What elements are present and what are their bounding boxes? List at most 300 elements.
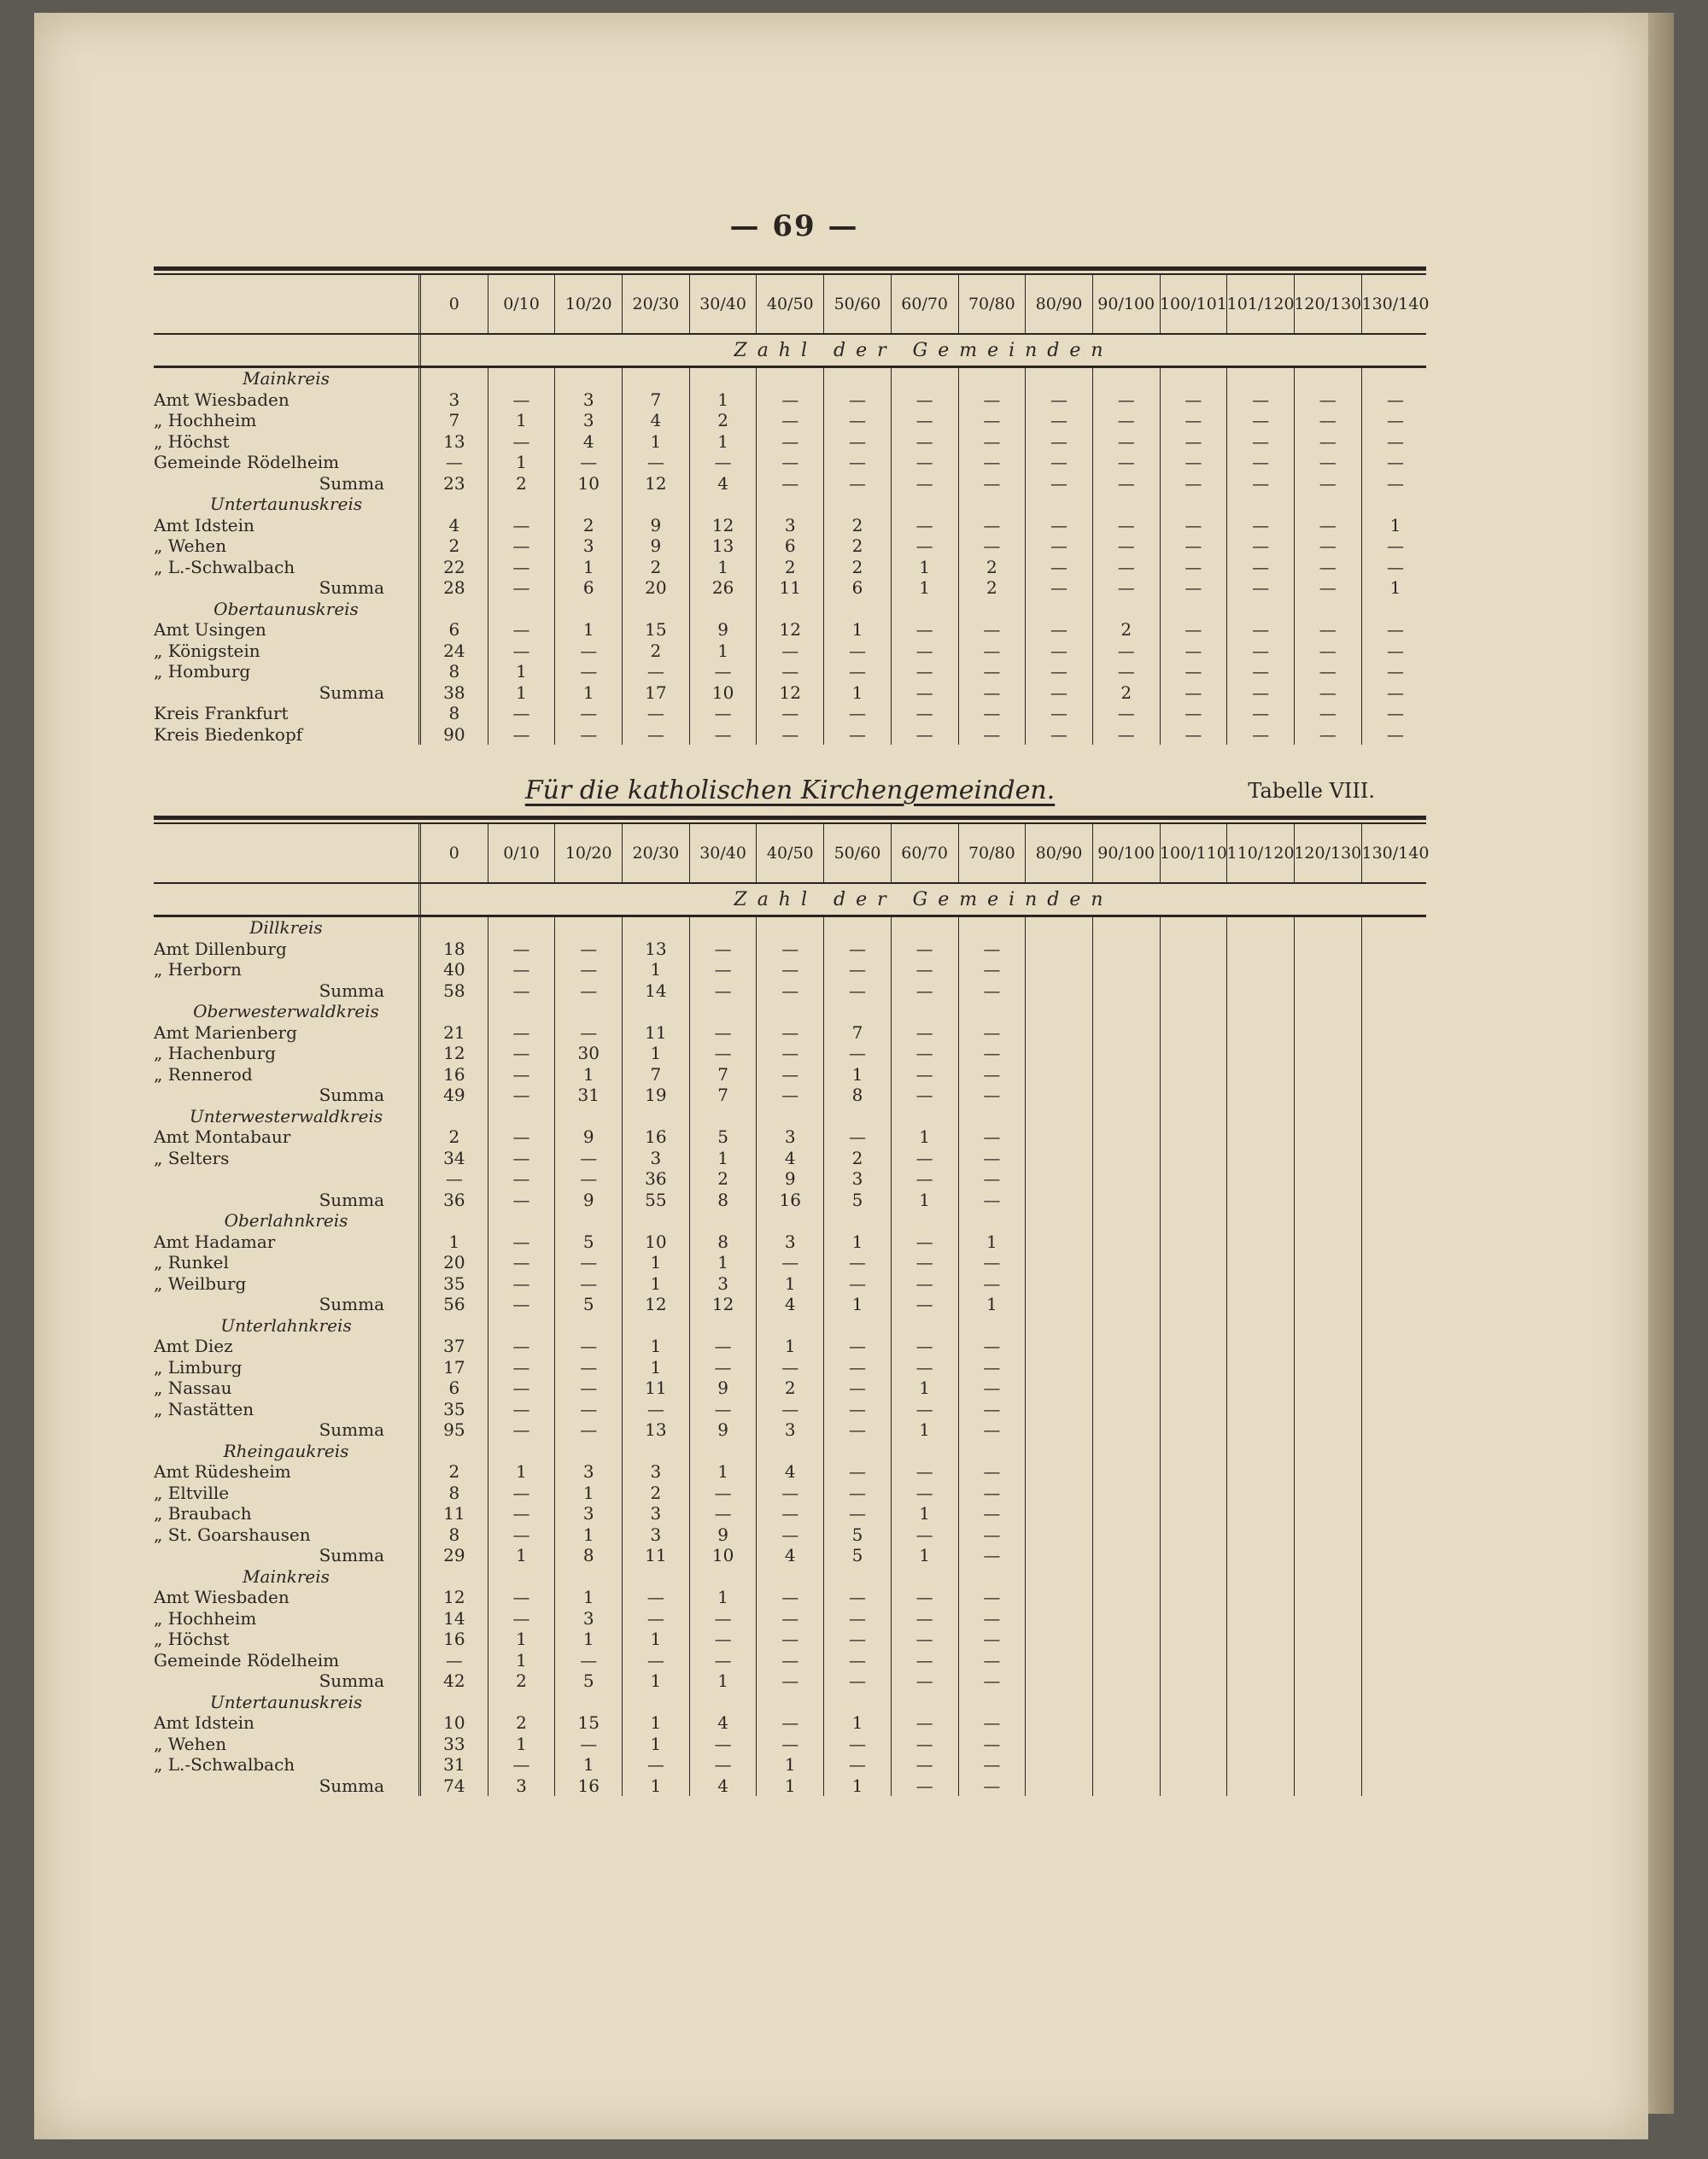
table-cell: 1: [717, 389, 728, 410]
table-cell: —: [983, 1545, 1001, 1565]
table-cell: 5: [717, 1126, 728, 1147]
table-cell: —: [445, 1649, 463, 1670]
table-cell: 3: [582, 1461, 594, 1482]
table-cell: 3: [650, 1503, 662, 1524]
table-cell: —: [983, 535, 1001, 556]
table-cell: —: [848, 980, 866, 1001]
table-cell: —: [915, 1021, 933, 1043]
table-cell: —: [915, 619, 933, 640]
table-cell: —: [1252, 535, 1270, 556]
table-cell: [1362, 939, 1430, 960]
table-cell: 34: [443, 1147, 465, 1168]
row-label: Summa: [319, 1545, 384, 1565]
table-cell: 1: [650, 1775, 662, 1796]
table-cell: 8: [582, 1545, 594, 1565]
table-cell: —: [580, 1336, 598, 1356]
table-cell: [555, 1692, 622, 1713]
table-cell: [1362, 1461, 1430, 1483]
column-header: 90/100: [1093, 824, 1161, 882]
table-cell: [1295, 599, 1361, 620]
table-cell: [1093, 959, 1160, 980]
table-cell: 2: [851, 535, 863, 556]
row-label: Dillkreis: [249, 917, 323, 938]
table-cell: 56: [443, 1294, 465, 1314]
table-cell: —: [848, 389, 866, 410]
column-header: 70/80: [959, 275, 1027, 333]
table-cell: —: [714, 1356, 732, 1378]
table-cell: —: [1184, 640, 1202, 661]
table-cell: [892, 1566, 958, 1588]
table-cell: 3: [650, 1461, 662, 1482]
table-cell: —: [1184, 661, 1202, 682]
table-cell: —: [1386, 661, 1404, 682]
table-cell: [1295, 1650, 1361, 1671]
table-cell: —: [1252, 682, 1270, 703]
table-cell: [1026, 1608, 1092, 1629]
table-cell: —: [983, 703, 1001, 723]
table-cell: —: [512, 703, 530, 723]
column-header: 100/110: [1161, 824, 1228, 882]
table-cell: [1026, 1483, 1092, 1504]
table-cell: —: [983, 1670, 1001, 1691]
table-cell: 11: [645, 1378, 667, 1398]
table-cell: [1295, 1001, 1361, 1022]
table-cell: [959, 368, 1026, 389]
table-cell: 2: [516, 1670, 527, 1691]
table-cell: [1026, 1441, 1092, 1462]
table-cell: —: [580, 1021, 598, 1043]
table-cell: 1: [516, 452, 527, 472]
table-cell: —: [512, 1147, 530, 1168]
column-header: 10/20: [555, 275, 623, 333]
table-cell: [1362, 1064, 1430, 1085]
table-cell: [1295, 1064, 1361, 1085]
table-cell: 2: [986, 577, 997, 598]
table-cell: [1295, 1148, 1361, 1169]
table-cell: [1295, 939, 1361, 960]
table-cell: 1: [582, 1629, 594, 1649]
subheader-label-cell: [154, 884, 421, 915]
table-cell: —: [848, 1629, 866, 1649]
table-cell: —: [1386, 682, 1404, 703]
table-cell: —: [1117, 723, 1135, 745]
table-cell: [1161, 1545, 1227, 1566]
row-label: Gemeinde Rödelheim: [154, 452, 340, 472]
table-cell: 4: [582, 430, 594, 452]
table-cell: [1227, 1001, 1294, 1022]
table-cell: [1093, 1190, 1160, 1211]
table-cell: [1362, 980, 1430, 1002]
table-cell: —: [848, 1273, 866, 1294]
row-label: Summa: [319, 1419, 384, 1440]
table-cell: 1: [582, 556, 594, 577]
table-cell: —: [915, 1587, 933, 1607]
row-label: Amt Usingen: [154, 619, 266, 640]
row-label: „ L.-Schwalbach: [154, 1754, 295, 1775]
table-cell: [1093, 1273, 1160, 1295]
table-cell: [1161, 1043, 1227, 1064]
table-cell: [1161, 1106, 1227, 1127]
table-cell: —: [512, 1482, 530, 1503]
table-cell: —: [1386, 723, 1404, 745]
table-cell: —: [848, 1126, 866, 1147]
table-cell: 1: [516, 1629, 527, 1649]
table-cell: —: [646, 1587, 664, 1607]
table-cell: 2: [448, 535, 460, 556]
table-cell: [1227, 368, 1294, 389]
row-labels: [154, 368, 421, 745]
table-cell: —: [983, 682, 1001, 703]
table-cell: —: [983, 452, 1001, 472]
table-cell: 3: [717, 1273, 728, 1294]
table-cell: [1026, 1461, 1092, 1483]
table-cell: [555, 1001, 622, 1022]
table-cell: —: [512, 640, 530, 661]
table-cell: —: [915, 1294, 933, 1314]
column-header: 40/50: [757, 275, 824, 333]
table-cell: —: [1319, 430, 1337, 452]
table-cell: —: [848, 1378, 866, 1398]
table-cell: 12: [711, 1294, 734, 1314]
table-cell: 3: [582, 410, 594, 430]
data-column: [1362, 917, 1430, 1796]
table-cell: [1093, 1712, 1160, 1734]
table-cell: [1295, 1754, 1361, 1776]
table-cell: [488, 917, 555, 939]
table-cell: 58: [443, 980, 465, 1001]
table-cell: 36: [645, 1168, 667, 1189]
table-cell: [1026, 1294, 1092, 1315]
table-cell: [1161, 1232, 1227, 1253]
table-cell: 35: [443, 1398, 465, 1419]
table-cell: —: [781, 1670, 799, 1691]
table-cell: —: [983, 1503, 1001, 1524]
table-cell: 5: [582, 1670, 594, 1691]
table-cell: [1093, 1106, 1160, 1127]
table-cell: [555, 368, 622, 389]
table-cell: 1: [851, 1063, 863, 1085]
row-label: Gemeinde Rödelheim: [154, 1649, 340, 1670]
table-cell: 10: [443, 1712, 465, 1733]
table-cell: 5: [851, 1545, 863, 1565]
table-cell: —: [1386, 640, 1404, 661]
table-cell: [1026, 1650, 1092, 1671]
table-cell: [1362, 1273, 1430, 1295]
row-label: „ Höchst: [154, 430, 230, 452]
table-cell: 31: [577, 1085, 600, 1105]
table-cell: [1362, 1503, 1430, 1524]
table-cell: 11: [443, 1503, 465, 1524]
table-cell: 3: [851, 1168, 863, 1189]
table-cell: —: [915, 1063, 933, 1085]
table-cell: 1: [919, 577, 931, 598]
table-cell: 2: [851, 514, 863, 535]
table-cell: —: [580, 1147, 598, 1168]
column-header-row: [154, 275, 1430, 335]
table-cell: [1161, 939, 1227, 960]
table-cell: 1: [650, 1629, 662, 1649]
table-cell: 1: [919, 1189, 931, 1210]
data-column: [421, 368, 488, 745]
table-cell: [1026, 1168, 1092, 1190]
table-cell: —: [580, 1168, 598, 1189]
row-label: Summa: [319, 1294, 384, 1314]
table-cell: [1026, 1419, 1092, 1441]
table-cell: 1: [851, 1775, 863, 1796]
table-cell: [488, 1692, 555, 1713]
table-cell: 8: [448, 1524, 460, 1545]
table-cell: —: [915, 640, 933, 661]
table-cell: 4: [784, 1294, 796, 1314]
table-cell: —: [714, 959, 732, 980]
table-cell: [757, 494, 823, 515]
table-cell: —: [781, 410, 799, 430]
table-cell: [757, 368, 823, 389]
table-cell: 1: [717, 1147, 728, 1168]
table-cell: —: [1117, 556, 1135, 577]
table-cell: —: [1386, 619, 1404, 640]
column-header: 50/60: [824, 275, 892, 333]
table-cell: —: [714, 661, 732, 682]
table-cell: [623, 1441, 689, 1462]
table-cell: [892, 1315, 958, 1337]
table-cell: 4: [448, 514, 460, 535]
table-cell: 1: [650, 1356, 662, 1378]
table-cell: 14: [443, 1607, 465, 1629]
table-cell: [623, 1210, 689, 1232]
table-cell: —: [512, 535, 530, 556]
table-cell: —: [714, 1649, 732, 1670]
table-cell: —: [1252, 619, 1270, 640]
table-cell: —: [781, 1607, 799, 1629]
row-label: „ St. Goarshausen: [154, 1524, 311, 1545]
table-cell: [1093, 1754, 1160, 1776]
table-cell: [1362, 1336, 1430, 1357]
table-cell: 1: [851, 1231, 863, 1252]
table-cell: [555, 599, 622, 620]
table-cell: —: [1117, 661, 1135, 682]
table-cell: [1227, 1232, 1294, 1253]
table-cell: 9: [650, 514, 662, 535]
table-cell: —: [1319, 577, 1337, 598]
table-cell: —: [781, 938, 799, 959]
table-cell: [1227, 1210, 1294, 1232]
table-cell: 9: [784, 1168, 796, 1189]
table-cell: 13: [443, 430, 465, 452]
table-cell: —: [848, 430, 866, 452]
table-cell: —: [915, 1168, 933, 1189]
table-cell: 1: [1389, 514, 1401, 535]
table-cell: 12: [443, 1587, 465, 1607]
table-cell: [824, 1210, 891, 1232]
table-cell: —: [646, 1754, 664, 1775]
table-cell: —: [580, 959, 598, 980]
table-cell: —: [848, 1587, 866, 1607]
table-cell: [1161, 599, 1227, 620]
table-cell: [555, 917, 622, 939]
table-cell: —: [1184, 452, 1202, 472]
table-cell: —: [848, 959, 866, 980]
table-cell: [1026, 1106, 1092, 1127]
table-cell: —: [781, 1063, 799, 1085]
table-cell: —: [983, 1607, 1001, 1629]
table-cell: [690, 1210, 757, 1232]
table-cell: —: [512, 1126, 530, 1147]
table-cell: [824, 494, 891, 515]
table-cell: —: [714, 1043, 732, 1063]
row-label: Oberwesterwaldkreis: [193, 1001, 379, 1021]
table-cell: 15: [577, 1712, 600, 1733]
table-cell: [824, 1441, 891, 1462]
table-cell: [1026, 1126, 1092, 1148]
table-cell: —: [848, 640, 866, 661]
table-cell: 1: [851, 1712, 863, 1733]
table-cell: [1026, 1085, 1092, 1106]
table-cell: [1093, 1126, 1160, 1148]
table-cell: —: [915, 1733, 933, 1754]
table-cell: [421, 1106, 488, 1127]
table-cell: 1: [986, 1294, 997, 1314]
row-label: Summa: [319, 1775, 384, 1796]
table-cell: 12: [645, 1294, 667, 1314]
table-cell: 8: [717, 1231, 728, 1252]
table-cell: [1295, 1503, 1361, 1524]
table-cell: —: [445, 452, 463, 472]
data-column: [1161, 917, 1228, 1796]
section-title-text: Für die katholischen Kirchengemeinden.: [524, 775, 1056, 805]
table-cell: 7: [448, 410, 460, 430]
table-cell: [1295, 1273, 1361, 1295]
row-label: Amt Idstein: [154, 1712, 254, 1733]
table-cell: —: [983, 430, 1001, 452]
table-cell: [1161, 1650, 1227, 1671]
table-cell: [1026, 1273, 1092, 1295]
table-cell: —: [915, 682, 933, 703]
table-cell: —: [512, 577, 530, 598]
table-cell: 2: [1120, 682, 1132, 703]
table-cell: —: [915, 1356, 933, 1378]
table-cell: 20: [645, 577, 667, 598]
table-cell: —: [848, 1043, 866, 1063]
table-cell: 1: [516, 1733, 527, 1754]
table-cell: —: [983, 1398, 1001, 1419]
table-cell: [1093, 1629, 1160, 1650]
table-cell: [1227, 1483, 1294, 1504]
table-cell: 8: [448, 703, 460, 723]
table-cell: [892, 917, 958, 939]
table-cell: 2: [448, 1126, 460, 1147]
table-cell: 8: [448, 1482, 460, 1503]
table-cell: [1093, 1085, 1160, 1106]
table-cell: —: [512, 1503, 530, 1524]
table-cell: [1295, 1483, 1361, 1504]
table-cell: [1093, 1210, 1160, 1232]
table-cell: —: [512, 1524, 530, 1545]
table-cell: [757, 1692, 823, 1713]
table-cell: [1362, 1629, 1430, 1650]
table-cell: [959, 494, 1026, 515]
table-cell: 2: [650, 1482, 662, 1503]
table-cell: [1362, 1294, 1430, 1315]
table-cell: 1: [650, 1733, 662, 1754]
table-cell: 6: [784, 535, 796, 556]
table-cell: —: [915, 703, 933, 723]
table-cell: [1295, 1419, 1361, 1441]
table-cell: [1362, 1190, 1430, 1211]
table-cell: [1295, 1524, 1361, 1546]
table-cell: [1362, 917, 1430, 939]
table-cell: [1026, 1022, 1092, 1044]
table-cell: —: [1252, 389, 1270, 410]
table-cell: [1161, 1734, 1227, 1755]
table-cell: [1161, 1670, 1227, 1692]
table-cell: [1026, 980, 1092, 1002]
table-cell: 9: [717, 1524, 728, 1545]
table-cell: —: [1386, 410, 1404, 430]
table-cell: —: [580, 723, 598, 745]
table-cell: —: [915, 1398, 933, 1419]
row-label: Amt Dillenburg: [154, 938, 287, 959]
table-cell: 1: [717, 556, 728, 577]
table-cell: —: [714, 1482, 732, 1503]
table-cell: —: [512, 1356, 530, 1378]
table-cell: [1295, 1712, 1361, 1734]
table-cell: 1: [582, 1587, 594, 1607]
table-cell: [1362, 1378, 1430, 1399]
table-cell: [1227, 1734, 1294, 1755]
row-label: Summa: [319, 980, 384, 1001]
table-cell: [1161, 1148, 1227, 1169]
table-cell: [555, 494, 622, 515]
table-cell: 1: [717, 1587, 728, 1607]
table-cell: —: [983, 1168, 1001, 1189]
table-cell: 5: [851, 1189, 863, 1210]
table-cell: [488, 1001, 555, 1022]
table-cell: —: [512, 1419, 530, 1440]
table-cell: —: [848, 1336, 866, 1356]
table-cell: 11: [779, 577, 801, 598]
table-cell: [488, 1106, 555, 1127]
table-cell: [1362, 1399, 1430, 1420]
table-cell: 6: [448, 619, 460, 640]
table-cell: [1362, 1043, 1430, 1064]
data-column: [690, 368, 757, 745]
table-cell: [690, 1106, 757, 1127]
row-label: Mainkreis: [243, 1565, 330, 1587]
table-cell: —: [915, 938, 933, 959]
table-cell: [1093, 599, 1160, 620]
table-cell: 1: [717, 1461, 728, 1482]
table-cell: [1362, 368, 1430, 389]
table-cell: —: [1184, 556, 1202, 577]
table-cell: 4: [717, 1712, 728, 1733]
table-cell: —: [580, 661, 598, 682]
table-cell: —: [1319, 619, 1337, 640]
table-cell: 17: [645, 682, 667, 703]
table-cell: [1227, 1378, 1294, 1399]
table-cell: —: [1117, 389, 1135, 410]
table-cell: 7: [650, 389, 662, 410]
table-cell: [1026, 1776, 1092, 1797]
table-cell: —: [1184, 514, 1202, 535]
column-header: 120/130: [1295, 824, 1362, 882]
row-label: „ Nastätten: [154, 1398, 254, 1419]
table-cell: —: [1386, 556, 1404, 577]
table-cell: [421, 917, 488, 939]
table-cell: [1161, 494, 1227, 515]
table-cell: —: [1184, 389, 1202, 410]
table-cell: —: [512, 1252, 530, 1273]
